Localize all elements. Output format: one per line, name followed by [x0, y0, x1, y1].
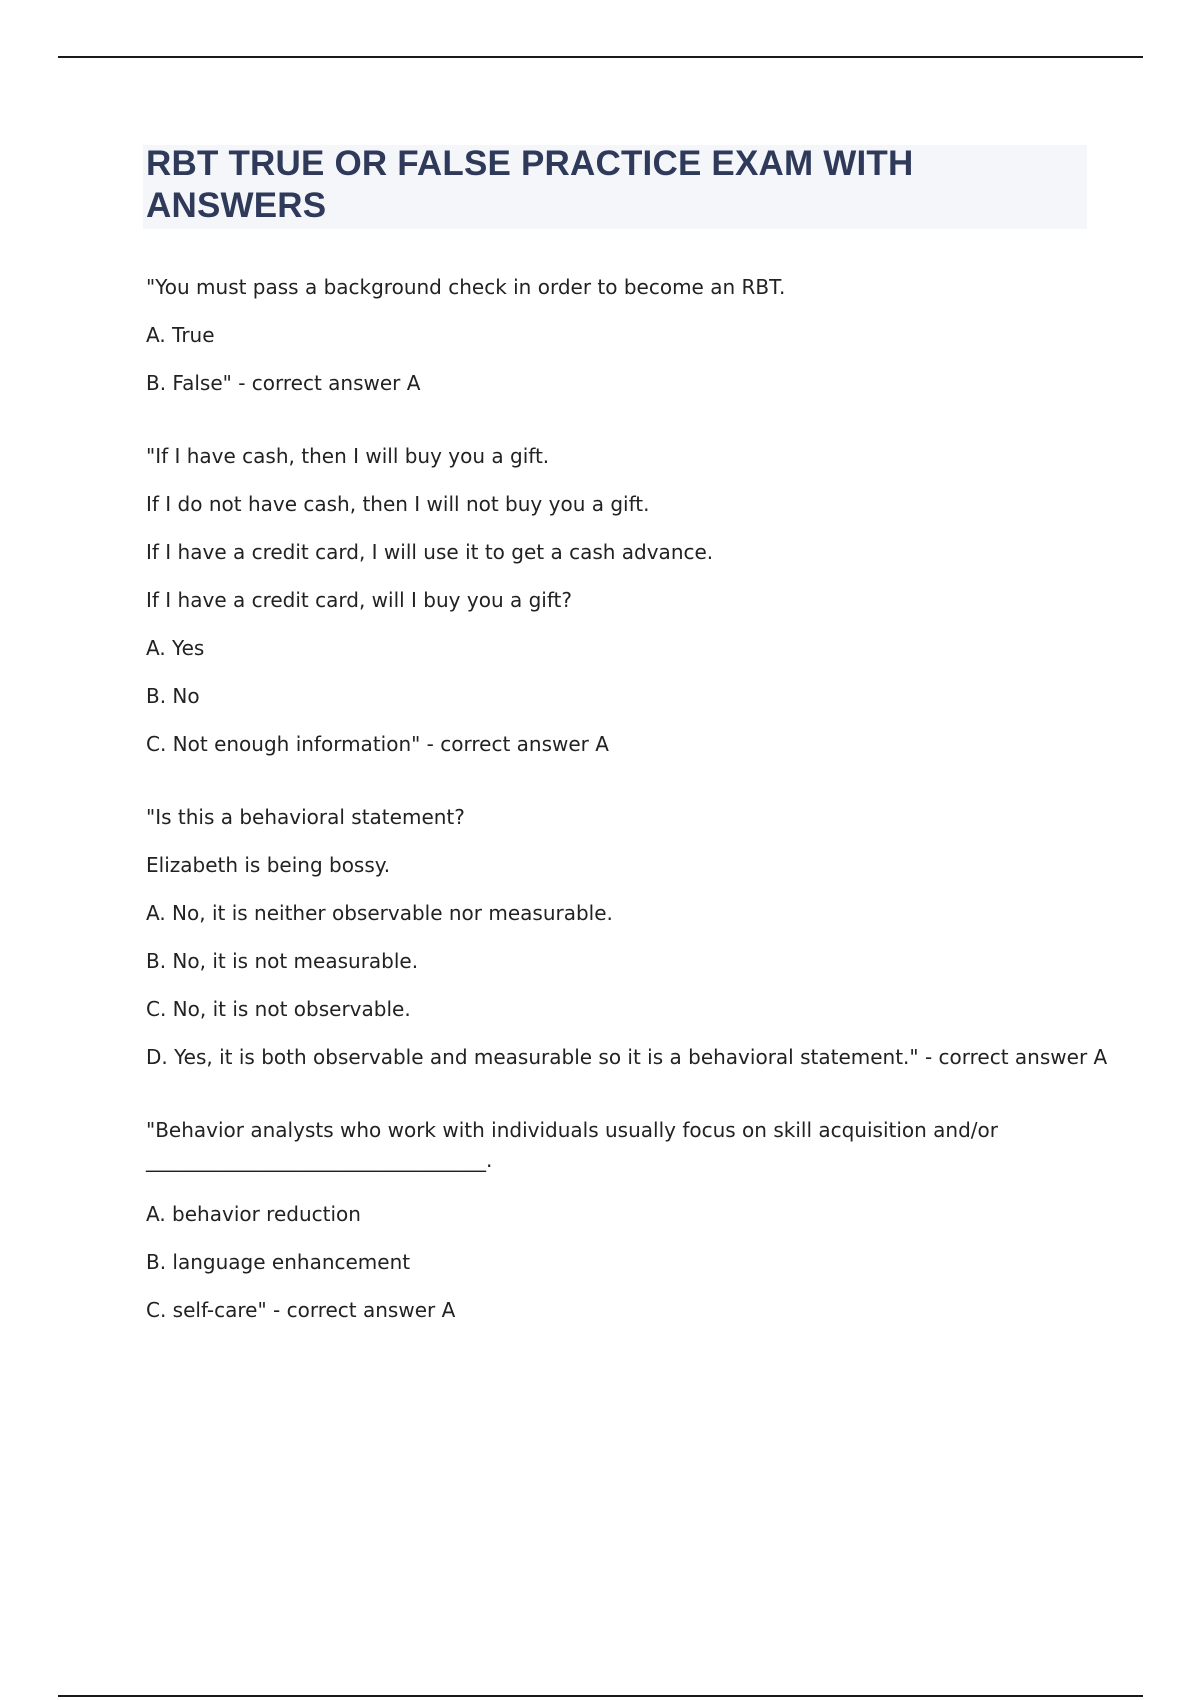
question-1-line-1: "You must pass a background check in order to become an RBT.: [146, 275, 786, 299]
question-3-option-b: B. No, it is not measurable.: [146, 949, 419, 973]
question-3-option-c: C. No, it is not observable.: [146, 997, 411, 1021]
document-title: RBT TRUE OR FALSE PRACTICE EXAM WITH ANSWERS: [146, 144, 914, 225]
document-body: [146, 275, 1106, 1371]
question-3-line-1: "Is this a behavioral statement?: [146, 805, 465, 829]
question-2-line-2: If I do not have cash, then I will not buy you a gift.: [146, 492, 650, 516]
question-3-option-a: A. No, it is neither observable nor measurable.: [146, 901, 613, 925]
question-2-line-4: If I have a credit card, will I buy you a gift?: [146, 588, 572, 612]
question-2-line-1: "If I have cash, then I will buy you a gift.: [146, 444, 550, 468]
question-4-option-c-answer: C. self-care" - correct answer A: [146, 1298, 456, 1322]
question-2-option-c-answer: C. Not enough information" - correct answer A: [146, 732, 609, 756]
question-3: [146, 805, 1106, 1069]
question-2: [146, 444, 1106, 756]
bottom-rule: [58, 1695, 1143, 1697]
question-4-option-a: A. behavior reduction: [146, 1202, 361, 1226]
question-2-option-a: A. Yes: [146, 636, 205, 660]
question-2-option-b: B. No: [146, 684, 200, 708]
question-1: [146, 275, 1106, 395]
question-3-line-2: Elizabeth is being bossy.: [146, 853, 391, 877]
question-4-option-b: B. language enhancement: [146, 1250, 411, 1274]
question-4-blank: __________________________________.: [146, 1148, 493, 1172]
question-1-option-a: A. True: [146, 323, 215, 347]
question-1-option-b-answer: B. False" - correct answer A: [146, 371, 421, 395]
question-2-line-3: If I have a credit card, I will use it to get a cash advance.: [146, 540, 714, 564]
top-rule: [58, 56, 1143, 58]
question-4-line-1: "Behavior analysts who work with individuals usually focus on skill acquisition and/or: [146, 1118, 999, 1142]
question-4: [146, 1118, 1106, 1322]
question-3-option-d-answer: D. Yes, it is both observable and measurable so it is a behavioral statement." - correct answer A: [146, 1045, 1108, 1069]
